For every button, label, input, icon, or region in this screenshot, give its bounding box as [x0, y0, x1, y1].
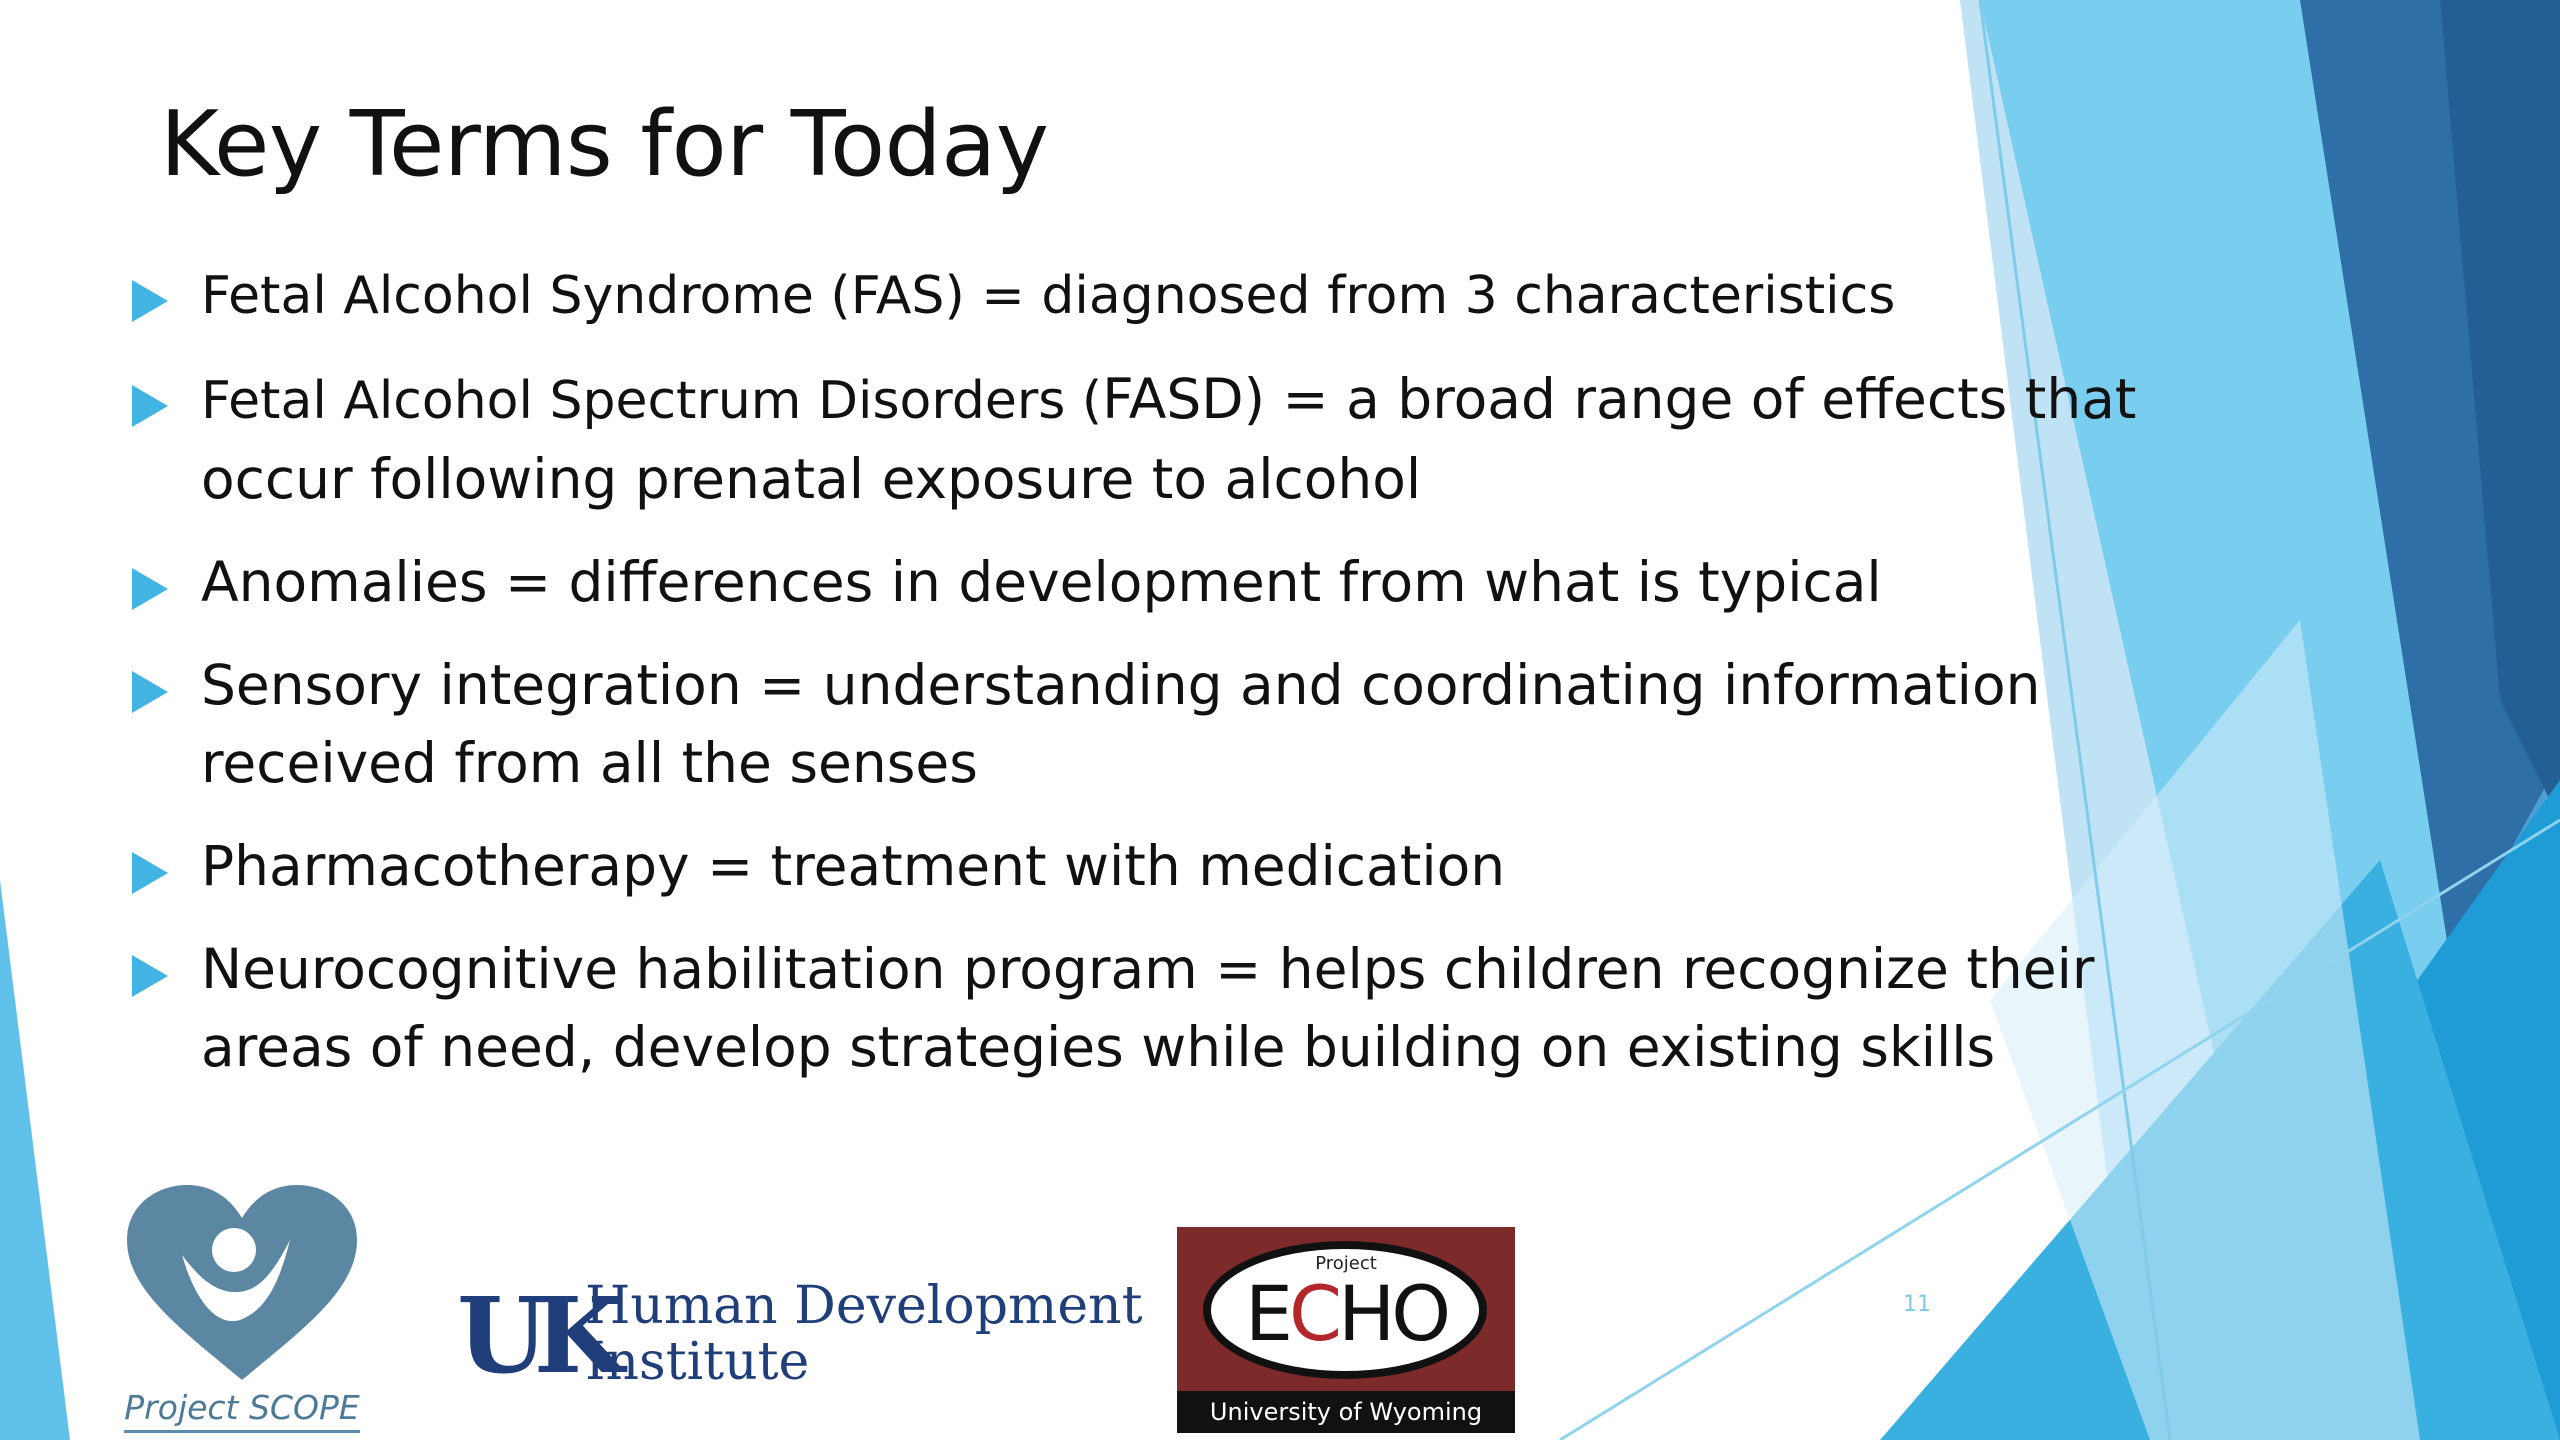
uk-hdi-logo — [455, 1274, 1143, 1398]
bullet-item — [126, 543, 2226, 621]
uk-mark-icon — [455, 1274, 611, 1397]
bullet-arrow-icon — [132, 852, 168, 894]
bullet-definition: FASD) = a broad range of effects that occur following prenatal exposure to alcohol — [201, 367, 2137, 511]
bg-shape-left — [0, 880, 70, 1440]
bullet-term: Fetal Alcohol Syndrome (FAS) — [201, 266, 965, 326]
echo-letters-ho: HO — [1338, 1269, 1448, 1358]
logo-underline — [124, 1430, 360, 1433]
bullet-definition: = diagnosed from 3 characteristics — [964, 266, 1896, 326]
bullet-arrow-icon — [132, 280, 168, 322]
echo-wordmark — [1177, 1269, 1515, 1358]
bullet-term: Fetal Alcohol Spectrum Disorders ( — [201, 371, 1103, 431]
bullet-arrow-icon — [132, 568, 168, 610]
bullet-item — [126, 360, 2226, 518]
bullet-list — [126, 255, 2226, 1111]
project-echo-logo — [1177, 1227, 1515, 1433]
slide-title: Key Terms for Today — [160, 92, 1049, 197]
echo-project-label: Project — [1315, 1253, 1377, 1274]
uk-hdi-text — [585, 1278, 1142, 1390]
bullet-arrow-icon — [132, 955, 168, 997]
uk-hdi-line1: Human Development — [585, 1276, 1143, 1336]
echo-letter-c: C — [1288, 1269, 1339, 1358]
bullet-arrow-icon — [132, 671, 168, 713]
bullet-definition: Anomalies = differences in development from what is typical — [201, 550, 1882, 614]
uk-mark-text: UK — [457, 1274, 611, 1397]
bullet-item — [126, 930, 2226, 1086]
bullet-definition: Neurocognitive habilitation program = helps children recognize their areas of need, develop strategies while building on existing skills — [201, 937, 2095, 1079]
echo-letter-e: E — [1244, 1269, 1289, 1358]
bullet-arrow-icon — [132, 385, 168, 427]
uk-hdi-line2: Institute — [585, 1332, 810, 1392]
slide-page-number: 11 — [1903, 1292, 1931, 1317]
bullet-item — [126, 646, 2226, 802]
echo-university-label: University of Wyoming — [1177, 1391, 1515, 1433]
project-scope-logo — [122, 1180, 362, 1430]
bullet-definition: Sensory integration = understanding and coordinating information received from all the senses — [201, 653, 2041, 795]
bullet-item — [126, 255, 2226, 335]
project-scope-label: Project SCOPE — [124, 1388, 360, 1427]
bullet-item — [126, 827, 2226, 905]
bullet-definition: Pharmacotherapy = treatment with medication — [201, 834, 1506, 898]
heart-figure-icon — [122, 1180, 362, 1385]
